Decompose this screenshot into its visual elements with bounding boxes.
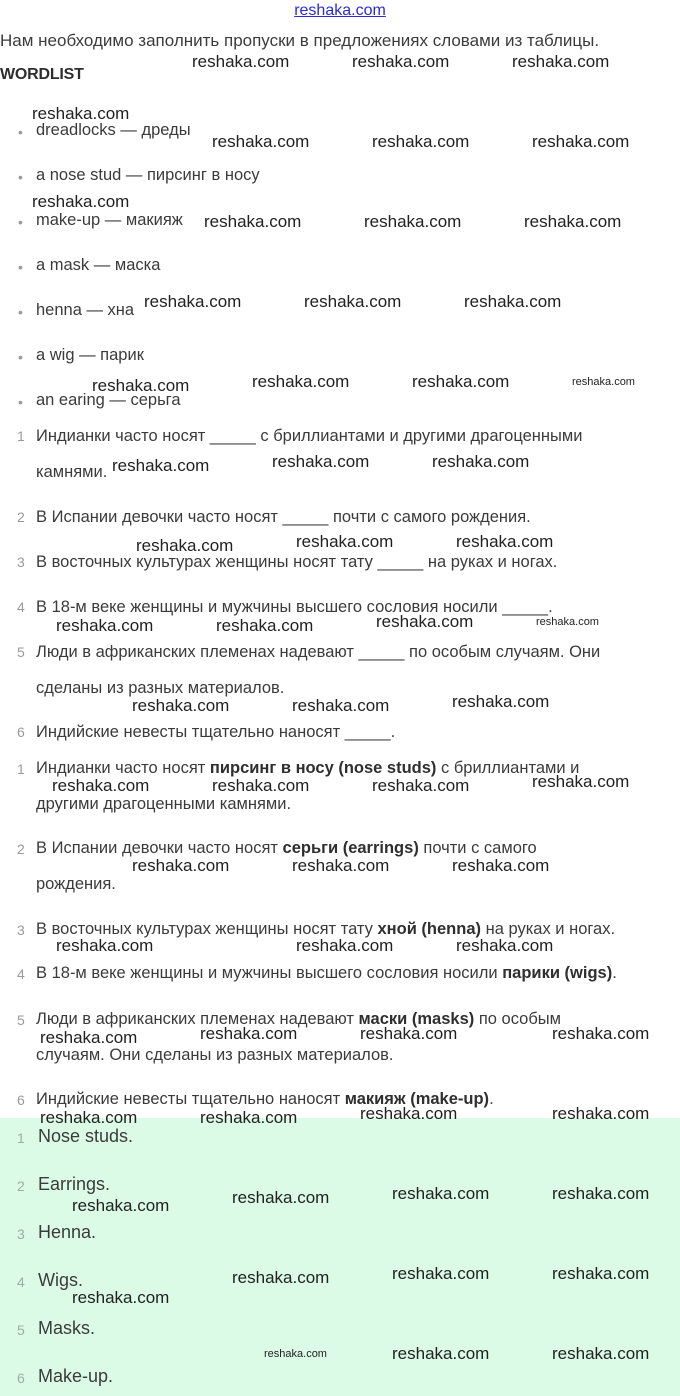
watermark: reshaka.com	[40, 1108, 138, 1127]
watermark: reshaka.com	[72, 1288, 170, 1307]
filled-answer: пирсинг в носу (nose studs)	[209, 759, 437, 777]
watermark: reshaka.com	[352, 52, 450, 71]
watermark: reshaka.com	[372, 776, 470, 795]
watermark: reshaka.com	[92, 376, 190, 395]
watermark: reshaka.com	[524, 212, 622, 231]
watermark: reshaka.com	[232, 1268, 330, 1287]
watermark: reshaka.com	[456, 532, 554, 551]
wordlist-item: make-up — макияж	[36, 211, 183, 229]
filled-sentence: В Испании девочки часто носят серьги (earrings) почти с самого рождения.	[36, 839, 537, 893]
watermark: reshaka.com	[552, 1184, 650, 1203]
watermark: reshaka.com	[252, 372, 350, 391]
filled-number: 6	[17, 1092, 25, 1108]
filled-answer: серьги (earrings)	[282, 839, 419, 857]
watermark: reshaka.com	[56, 616, 154, 635]
intro-text: Нам необходимо заполнить пропуски в предложениях словами из таблицы.	[0, 31, 600, 50]
filled-sentence: В восточных культурах женщины носят тату хной (henna) на руках и ногах.	[36, 920, 616, 938]
wordlist-item: a mask — маска	[36, 256, 161, 274]
bullet-icon: •	[18, 214, 23, 230]
watermark: reshaka.com	[204, 212, 302, 231]
filled-sentence: В 18-м веке женщины и мужчины высшего сословия носили парики (wigs).	[36, 964, 617, 982]
wordlist-item: a wig — парик	[36, 346, 144, 364]
site-link[interactable]: reshaka.com	[294, 2, 386, 19]
filled-sentence: Люди в африканских племенах надевают маски (masks) по особым случаям. Они сделаны из разных материалов.	[36, 1010, 561, 1064]
watermark: reshaka.com	[452, 692, 550, 711]
watermark: reshaka.com	[292, 696, 390, 715]
watermark: reshaka.com	[212, 132, 310, 151]
bullet-icon: •	[18, 124, 23, 140]
watermark: reshaka.com	[52, 776, 150, 795]
filled-answer: хной (henna)	[377, 920, 481, 938]
watermark: reshaka.com	[532, 132, 630, 151]
watermark: reshaka.com	[132, 856, 230, 875]
watermark: reshaka.com	[232, 1188, 330, 1207]
bullet-icon: •	[18, 169, 23, 185]
task-number: 4	[17, 599, 25, 615]
task-number: 5	[17, 644, 25, 660]
watermark: reshaka.com	[552, 1264, 650, 1283]
answer-item: Henna.	[38, 1222, 97, 1242]
watermark: reshaka.com	[212, 776, 310, 795]
bullet-icon: •	[18, 259, 23, 275]
task-number: 2	[17, 509, 25, 525]
bullet-icon: •	[18, 304, 23, 320]
answer-number: 4	[17, 1274, 25, 1290]
watermark: reshaka.com	[56, 936, 154, 955]
filled-number: 2	[17, 841, 25, 857]
watermark: reshaka.com	[392, 1344, 490, 1363]
watermark: reshaka.com	[112, 456, 210, 475]
watermark: reshaka.com	[200, 1024, 298, 1043]
task-sentence: В восточных культурах женщины носят тату _____ на руках и ногах.	[36, 553, 558, 571]
answer-number: 3	[17, 1226, 25, 1242]
watermark: reshaka.com	[264, 1348, 327, 1360]
answer-item: Make-up.	[38, 1366, 114, 1386]
answer-item: Earrings.	[38, 1174, 111, 1194]
watermark: reshaka.com	[32, 104, 130, 123]
watermark: reshaka.com	[40, 1028, 138, 1047]
watermark: reshaka.com	[132, 696, 230, 715]
watermark: reshaka.com	[364, 212, 462, 231]
watermark: reshaka.com	[456, 936, 554, 955]
wordlist-item: dreadlocks — дреды	[36, 121, 191, 139]
watermark: reshaka.com	[552, 1024, 650, 1043]
watermark: reshaka.com	[296, 532, 394, 551]
watermark: reshaka.com	[392, 1184, 490, 1203]
answer-number: 5	[17, 1322, 25, 1338]
wordlist-item: henna — хна	[36, 301, 135, 319]
watermark: reshaka.com	[192, 52, 290, 71]
watermark: reshaka.com	[536, 616, 599, 628]
wordlist-item: a nose stud — пирсинг в носу	[36, 166, 260, 184]
wordlist-heading: WORDLIST	[0, 66, 84, 83]
task-sentence: Индийские невесты тщательно наносят _____.	[36, 723, 396, 741]
task-sentence: В 18-м веке женщины и мужчины высшего сословия носили _____.	[36, 598, 553, 616]
watermark: reshaka.com	[72, 1196, 170, 1215]
watermark: reshaka.com	[512, 52, 610, 71]
task-number: 1	[17, 428, 25, 444]
watermark: reshaka.com	[464, 292, 562, 311]
watermark: reshaka.com	[572, 376, 635, 388]
filled-answer: маски (masks)	[358, 1010, 475, 1028]
filled-number: 1	[17, 761, 25, 777]
watermark: reshaka.com	[292, 856, 390, 875]
task-number: 6	[17, 724, 25, 740]
task-sentence: Люди в африканских племенах надевают _____ по особым случаям. Они сделаны из разных материалов.	[36, 643, 601, 697]
filled-number: 5	[17, 1012, 25, 1028]
answer-item: Nose studs.	[38, 1126, 134, 1146]
watermark: reshaka.com	[376, 612, 474, 631]
watermark: reshaka.com	[200, 1108, 298, 1127]
filled-number: 4	[17, 966, 25, 982]
answer-item: Masks.	[38, 1318, 96, 1338]
watermark: reshaka.com	[32, 192, 130, 211]
task-sentence: В Испании девочки часто носят _____ почти с самого рождения.	[36, 508, 531, 526]
watermark: reshaka.com	[452, 856, 550, 875]
watermark: reshaka.com	[144, 292, 242, 311]
filled-answer: парики (wigs)	[502, 964, 613, 982]
watermark: reshaka.com	[552, 1104, 650, 1123]
watermark: reshaka.com	[296, 936, 394, 955]
answer-item: Wigs.	[38, 1270, 83, 1290]
watermark: reshaka.com	[304, 292, 402, 311]
filled-number: 3	[17, 922, 25, 938]
answer-number: 1	[17, 1130, 25, 1146]
bullet-icon: •	[18, 394, 23, 410]
watermark: reshaka.com	[532, 772, 630, 791]
answer-number: 2	[17, 1178, 25, 1194]
watermark: reshaka.com	[412, 372, 510, 391]
filled-sentence: Индианки часто носят пирсинг в носу (nose studs) с бриллиантами и другими драгоценными камнями.	[36, 759, 580, 813]
watermark: reshaka.com	[372, 132, 470, 151]
watermark: reshaka.com	[552, 1344, 650, 1363]
task-sentence: Индианки часто носят _____ с бриллиантами и другими драгоценными камнями.	[36, 427, 583, 481]
watermark: reshaka.com	[360, 1104, 458, 1123]
answer-number: 6	[17, 1370, 25, 1386]
watermark: reshaka.com	[216, 616, 314, 635]
watermark: reshaka.com	[360, 1024, 458, 1043]
watermark: reshaka.com	[272, 452, 370, 471]
filled-sentence: Индийские невесты тщательно наносят макияж (make-up).	[36, 1090, 494, 1108]
task-number: 3	[17, 554, 25, 570]
watermark: reshaka.com	[432, 452, 530, 471]
watermark: reshaka.com	[136, 536, 234, 555]
wordlist-item: an earing — серьга	[36, 391, 181, 409]
watermark: reshaka.com	[392, 1264, 490, 1283]
bullet-icon: •	[18, 349, 23, 365]
filled-answer: макияж (make-up)	[344, 1090, 490, 1108]
